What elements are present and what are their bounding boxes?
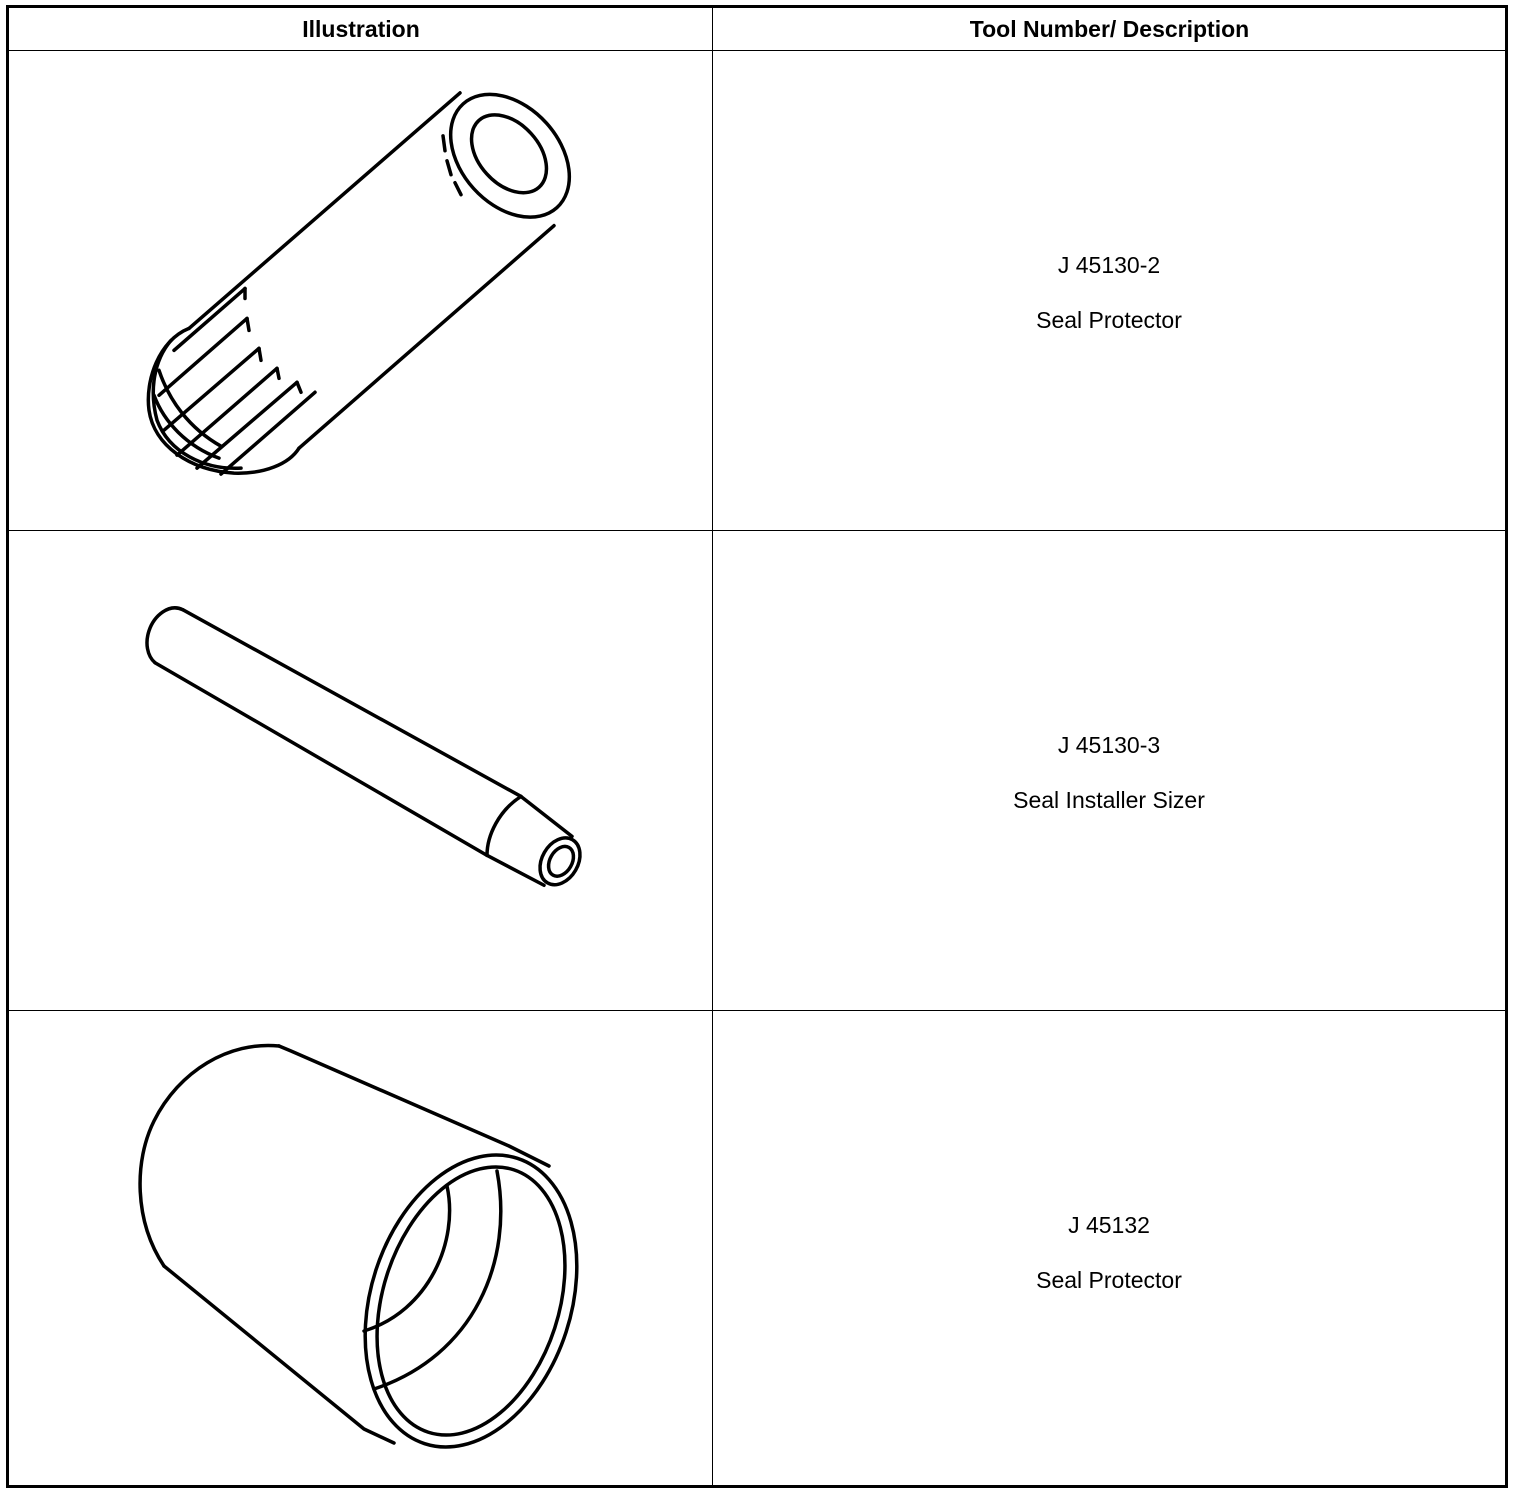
table-row <box>9 51 1505 531</box>
tool-number: J 45130-2 <box>1057 252 1161 278</box>
header-illustration: Illustration <box>302 16 420 42</box>
table-header <box>9 8 1505 51</box>
tool-description: Seal Installer Sizer <box>1013 787 1205 813</box>
illustration-cell <box>9 51 712 530</box>
header-tool-number-description: Tool Number/ Description <box>969 16 1250 42</box>
table-row <box>9 531 1505 1011</box>
description-cell <box>713 51 1505 530</box>
tapered-rod-sizer-icon <box>9 531 712 1010</box>
description-cell <box>713 531 1505 1010</box>
splined-seal-protector-icon <box>9 51 712 530</box>
table-row <box>9 1011 1505 1485</box>
illustration-cell <box>9 531 712 1010</box>
tool-table <box>6 5 1508 1488</box>
description-cell <box>713 1011 1505 1485</box>
sleeve-seal-protector-icon <box>9 1011 712 1485</box>
illustration-cell <box>9 1011 712 1485</box>
tool-description: Seal Protector <box>1036 1267 1182 1293</box>
tool-number: J 45132 <box>1068 1212 1150 1238</box>
tool-number: J 45130-3 <box>1057 732 1161 758</box>
tool-description: Seal Protector <box>1036 307 1182 333</box>
